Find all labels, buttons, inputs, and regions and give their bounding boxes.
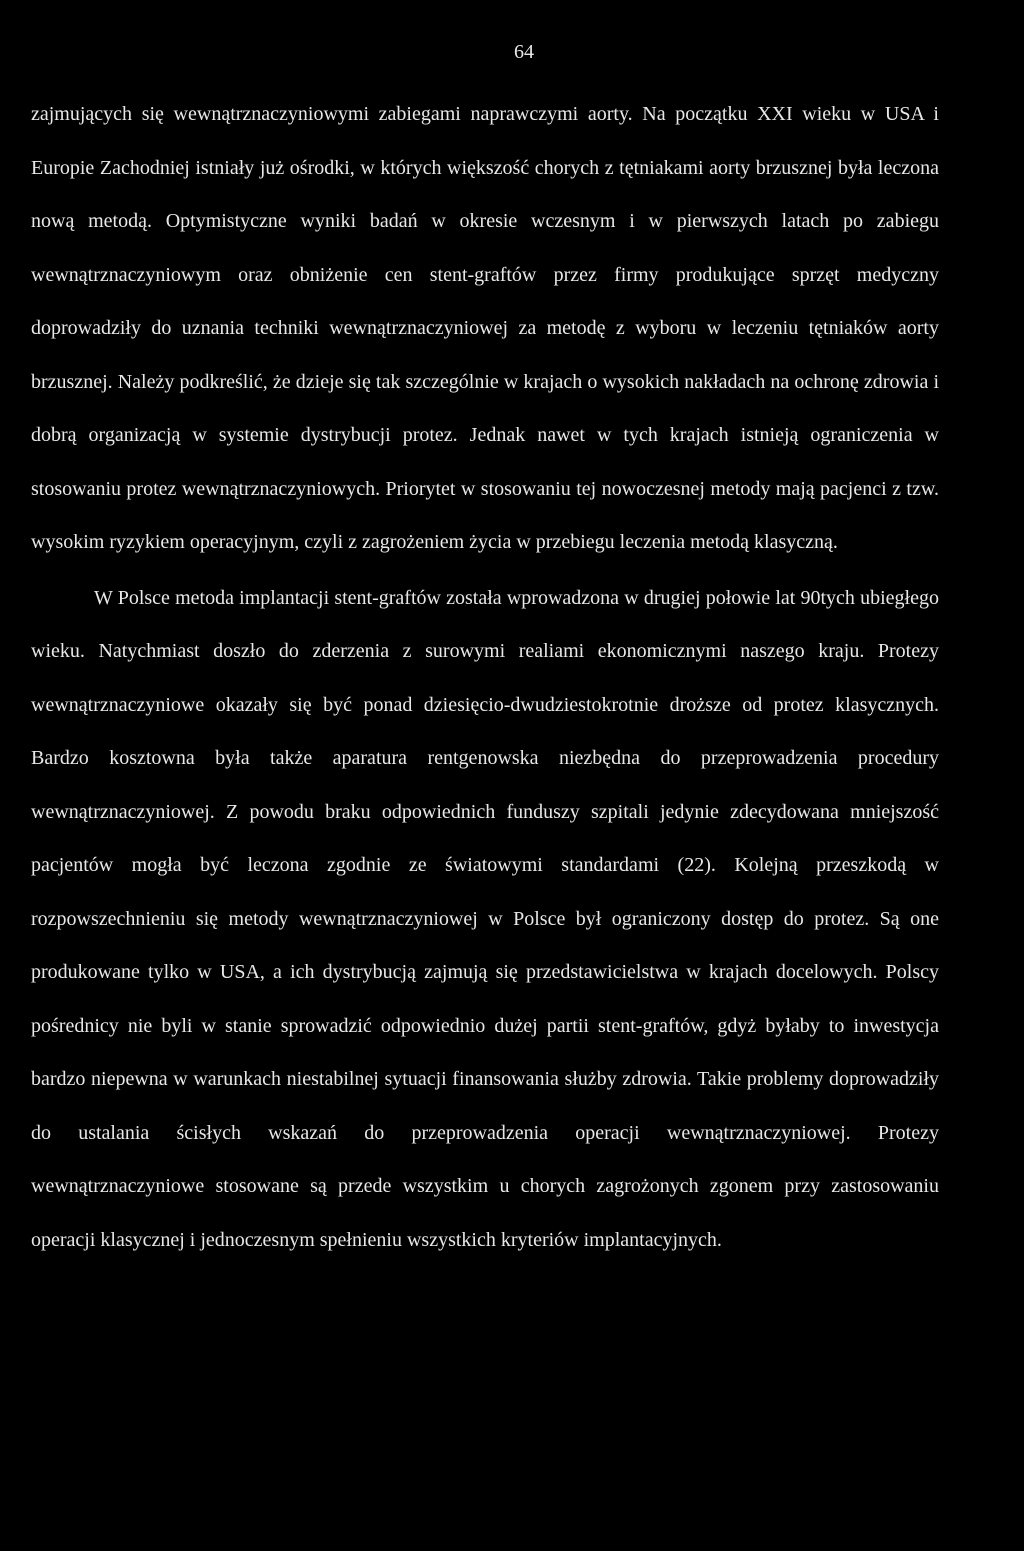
page-number: 64: [514, 41, 534, 63]
paragraph-1: zajmujących się wewnątrznaczyniowymi zabiegami naprawczymi aorty. Na początku XXI wieku w USA i Europie Zachodniej istniały już ośrodki, w których większość chorych z tętniakami aorty brzusznej była leczona nową metodą. Optymistyczne wyniki badań w okresie wczesnym i w pierwszych latach po zabiegu wewnątrznaczyniowym oraz obniżenie cen stent-graftów przez firmy produkujące sprzęt medyczny doprowadziły do uznania techniki wewnątrznaczyniowej za metodę z wyboru w leczeniu tętniaków aorty brzusznej. Należy podkreślić, że dzieje się tak szczególnie w krajach o wysokich nakładach na ochronę zdrowia i dobrą organizacją w systemie dystrybucji protez. Jednak nawet w tych krajach istnieją ograniczenia w stosowaniu protez wewnątrznaczyniowych. Priorytet w stosowaniu tej nowoczesnej metody mają pacjenci z tzw. wysokim ryzykiem operacyjnym, czyli z zagrożeniem życia w przebiegu leczenia metodą klasyczną.: [31, 103, 939, 553]
document-body: [31, 88, 939, 1267]
paragraph-2: W Polsce metoda implantacji stent-graftów została wprowadzona w drugiej połowie lat 90tych ubiegłego wieku. Natychmiast doszło do zderzenia z surowymi realiami ekonomicznymi naszego kraju. Protezy wewnątrznaczyniowe okazały się być ponad dziesięcio-dwudziestokrotnie droższe od protez klasycznych. Bardzo kosztowna była także aparatura rentgenowska niezbędna do przeprowadzenia procedury wewnątrznaczyniowej. Z powodu braku odpowiednich funduszy szpitali jedynie zdecydowana mniejszość pacjentów mogła być leczona zgodnie ze światowymi standardami (22). Kolejną przeszkodą w rozpowszechnieniu się metody wewnątrznaczyniowej w Polsce był ograniczony dostęp do protez. Są one produkowane tylko w USA, a ich dystrybucją zajmują się przedstawicielstwa w krajach docelowych. Polscy pośrednicy nie byli w stanie sprowadzić odpowiednio dużej partii stent-graftów, gdyż byłaby to inwestycja bardzo niepewna w warunkach niestabilnej sytuacji finansowania służby zdrowia. Takie problemy doprowadziły do ustalania ścisłych wskazań do przeprowadzenia operacji wewnątrznaczyniowej. Protezy wewnątrznaczyniowe stosowane są przede wszystkim u chorych zagrożonych zgonem przy zastosowaniu operacji klasycznej i jednoczesnym spełnieniu wszystkich kryteriów implantacyjnych.: [31, 586, 939, 1251]
